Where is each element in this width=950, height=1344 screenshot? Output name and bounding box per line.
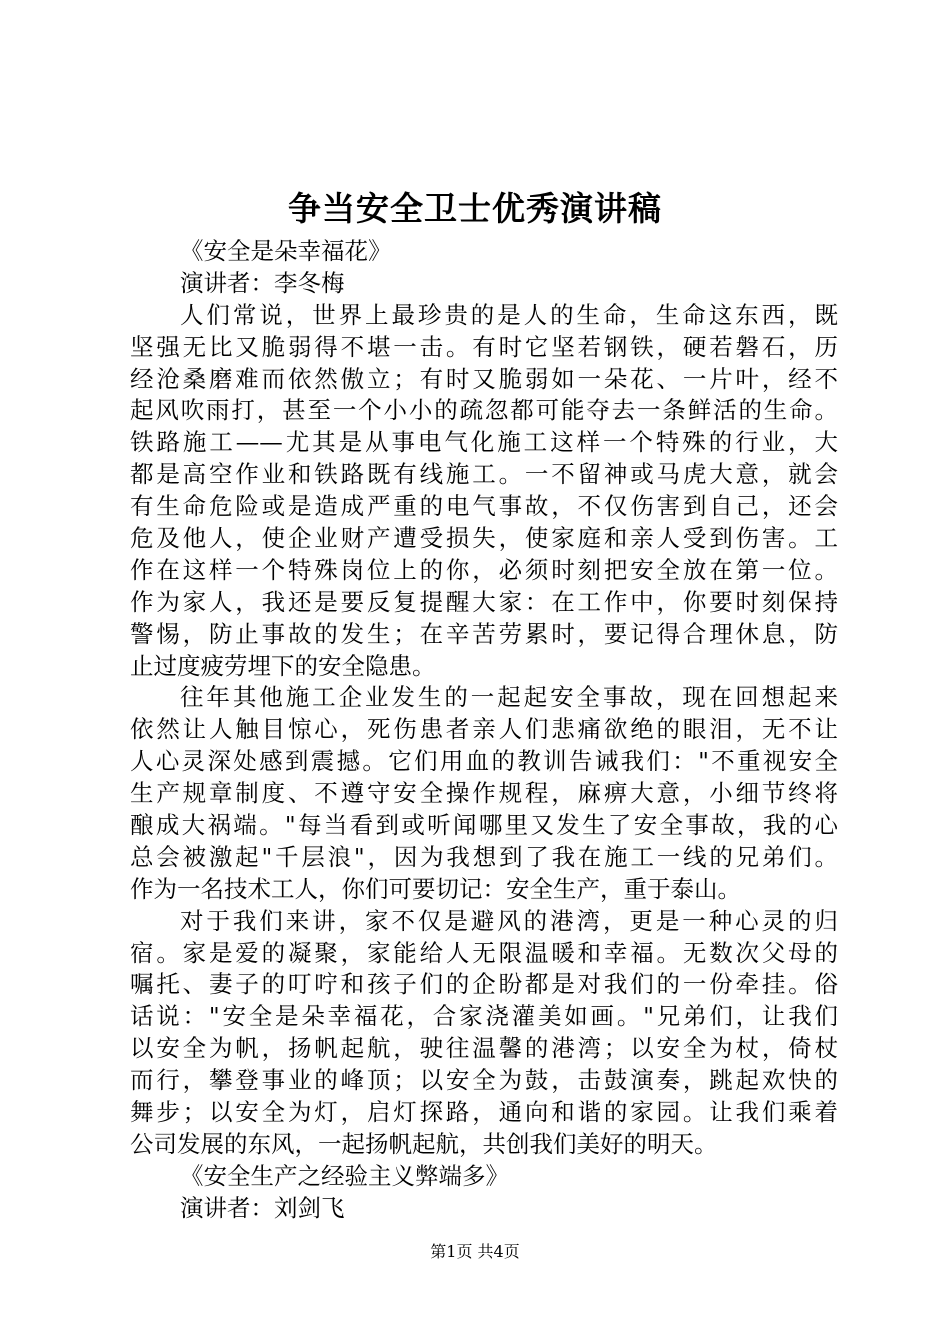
text-line: 酿成大祸端。"每当看到或听闻哪里又发生了安全事故，我的心 <box>130 811 838 840</box>
text-line: 止过度疲劳埋下的安全隐患。 <box>130 651 436 680</box>
text-line: 往年其他施工企业发生的一起起安全事故，现在回想起来 <box>180 683 838 712</box>
text-line: 嘱托、妻子的叮咛和孩子们的企盼都是对我们的一份牵挂。俗 <box>130 970 838 999</box>
text-line: 危及他人，使企业财产遭受损失，使家庭和亲人受到伤害。工 <box>130 524 838 553</box>
text-line: 作为家人，我还是要反复提醒大家：在工作中，你要时刻保持 <box>130 587 838 616</box>
text-line: 警惕，防止事故的发生；在辛苦劳累时，要记得合理休息，防 <box>130 619 838 648</box>
text-line: 人们常说，世界上最珍贵的是人的生命，生命这东西，既 <box>180 300 838 329</box>
text-line: 人心灵深处感到震撼。它们用血的教训告诫我们："不重视安全 <box>130 747 838 776</box>
text-line: 《安全是朵幸福花》 <box>180 237 392 265</box>
text-line: 铁路施工——尤其是从事电气化施工这样一个特殊的行业，大 <box>130 428 838 457</box>
text-line: 演讲者：李冬梅 <box>180 268 345 297</box>
text-line: 都是高空作业和铁路既有线施工。一不留神或马虎大意，就会 <box>130 460 838 489</box>
text-line: 作为一名技术工人，你们可要切记：安全生产，重于泰山。 <box>130 874 741 903</box>
document-title: 争当安全卫士优秀演讲稿 <box>288 189 662 228</box>
text-line: 总会被激起"千层浪"，因为我想到了我在施工一线的兄弟们。 <box>130 842 838 871</box>
text-line: 以安全为帆，扬帆起航，驶往温馨的港湾；以安全为杖，倚杖 <box>130 1034 838 1063</box>
text-line: 起风吹雨打，甚至一个小小的疏忽都可能夺去一条鲜活的生命。 <box>130 396 838 425</box>
text-line: 有生命危险或是造成严重的电气事故，不仅伤害到自己，还会 <box>130 492 838 521</box>
text-line: 宿。家是爱的凝聚，家能给人无限温暖和幸福。无数次父母的 <box>130 938 838 967</box>
text-line: 话说："安全是朵幸福花，合家浇灌美如画。"兄弟们，让我们 <box>130 1002 838 1031</box>
text-line: 经沧桑磨难而依然傲立；有时又脆弱如一朵花、一片叶，经不 <box>130 364 838 393</box>
text-line: 坚强无比又脆弱得不堪一击。有时它坚若钢铁，硬若磐石，历 <box>130 332 838 361</box>
text-line: 《安全生产之经验主义弊端多》 <box>180 1161 509 1190</box>
text-line: 演讲者：刘剑飞 <box>180 1193 345 1222</box>
text-line: 生产规章制度、不遵守安全操作规程，麻痹大意，小细节终将 <box>130 779 838 808</box>
text-line: 作在这样一个特殊岗位上的你，必须时刻把安全放在第一位。 <box>130 555 838 584</box>
document-body <box>130 236 838 1225</box>
text-line: 舞步；以安全为灯，启灯探路，通向和谐的家园。让我们乘着 <box>130 1098 838 1127</box>
text-line: 依然让人触目惊心，死伤患者亲人们悲痛欲绝的眼泪，无不让 <box>130 715 838 744</box>
text-line: 而行，攀登事业的峰顶；以安全为鼓，击鼓演奏，跳起欢快的 <box>130 1066 838 1095</box>
text-line: 对于我们来讲，家不仅是避风的港湾，更是一种心灵的归 <box>180 906 838 935</box>
page-footer: 第1页 共4页 <box>430 1242 520 1261</box>
text-line: 公司发展的东风，一起扬帆起航，共创我们美好的明天。 <box>130 1129 718 1158</box>
